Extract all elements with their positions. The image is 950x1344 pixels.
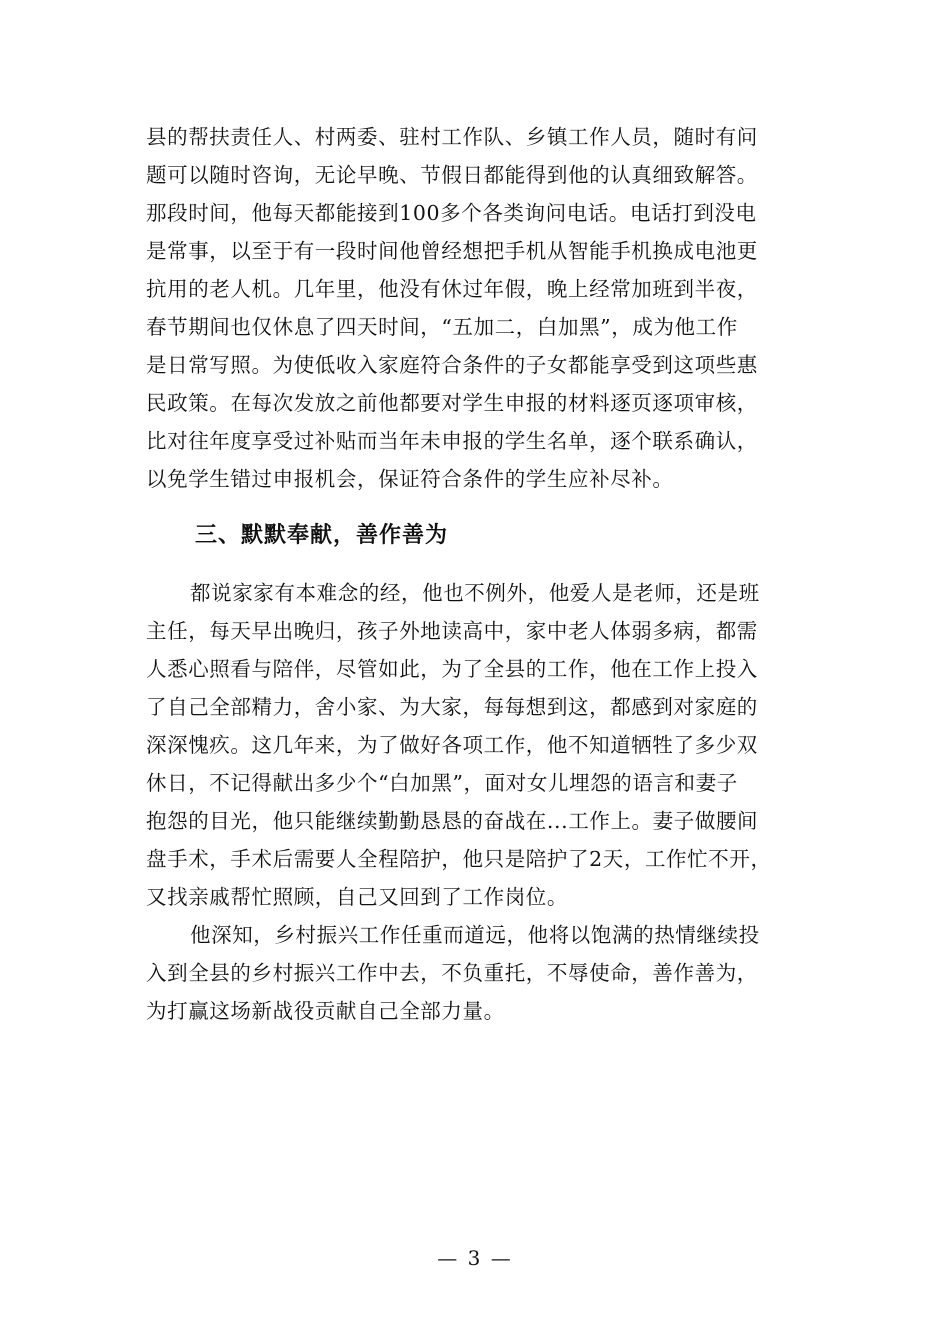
- paragraph-helpdesk: [146, 118, 836, 498]
- paragraph-line: 入到全县的乡村振兴工作中去，不负重托，不辱使命，善作善为，: [146, 961, 758, 985]
- paragraph-line: 是日常写照。为使低收入家庭符合条件的子女都能享受到这项些惠: [146, 353, 758, 377]
- paragraph-line: 春节期间也仅休息了四天时间，“五加二，白加黑”，成为他工作: [146, 315, 738, 339]
- paragraph-line: 民政策。在每次发放之前他都要对学生申报的材料逐页逐项审核，: [146, 391, 758, 415]
- document-body: [146, 118, 836, 1030]
- paragraph-line: 主任，每天早出晚归，孩子外地读高中，家中老人体弱多病，都需: [146, 619, 758, 643]
- paragraph-line: 深深愧疚。这几年来，为了做好各项工作，他不知道牺牲了多少双: [146, 733, 758, 757]
- paragraph-family: [146, 574, 836, 916]
- paragraph-line: 他深知，乡村振兴工作任重而道远，他将以饱满的热情继续投: [190, 923, 760, 947]
- paragraph-commitment: [146, 916, 836, 1030]
- paragraph-line: 为打赢这场新战役贡献自己全部力量。: [146, 999, 505, 1023]
- page-number: — 3 —: [437, 1246, 513, 1270]
- paragraph-line: 了自己全部精力，舍小家、为大家，每每想到这，都感到对家庭的: [146, 695, 758, 719]
- paragraph-line: 盘手术，手术后需要人全程陪护，他只是陪护了2天，工作忙不开，: [146, 847, 772, 871]
- paragraph-line: 县的帮扶责任人、村两委、驻村工作队、乡镇工作人员，随时有问: [146, 125, 758, 149]
- paragraph-line: 抱怨的目光，他只能继续勤勤恳恳的奋战在...工作上。妻子做腰间: [146, 809, 759, 833]
- paragraph-line: 题可以随时咨询，无论早晚、节假日都能得到他的认真细致解答。: [146, 163, 758, 187]
- paragraph-line: 人悉心照看与陪伴，尽管如此，为了全县的工作，他在工作上投入: [146, 657, 758, 681]
- paragraph-line: 休日，不记得献出多少个“白加黑”，面对女儿埋怨的语言和妻子: [146, 771, 738, 795]
- paragraph-line: 都说家家有本难念的经，他也不例外，他爱人是老师，还是班: [190, 581, 760, 605]
- paragraph-line: 以免学生错过申报机会，保证符合条件的学生应补尽补。: [146, 467, 674, 491]
- paragraph-line: 那段时间，他每天都能接到100多个各类询问电话。电话打到没电: [146, 201, 757, 225]
- paragraph-line: 又找亲戚帮忙照顾，自己又回到了工作岗位。: [146, 885, 568, 909]
- paragraph-line: 比对往年度享受过补贴而当年未申报的学生名单，逐个联系确认，: [146, 429, 758, 453]
- paragraph-line: 是常事，以至于有一段时间他曾经想把手机从智能手机换成电池更: [146, 239, 758, 263]
- paragraph-line: 抗用的老人机。几年里，他没有休过年假，晚上经常加班到半夜，: [146, 277, 758, 301]
- section-heading: 三、默默奉献，善作善为: [195, 523, 449, 548]
